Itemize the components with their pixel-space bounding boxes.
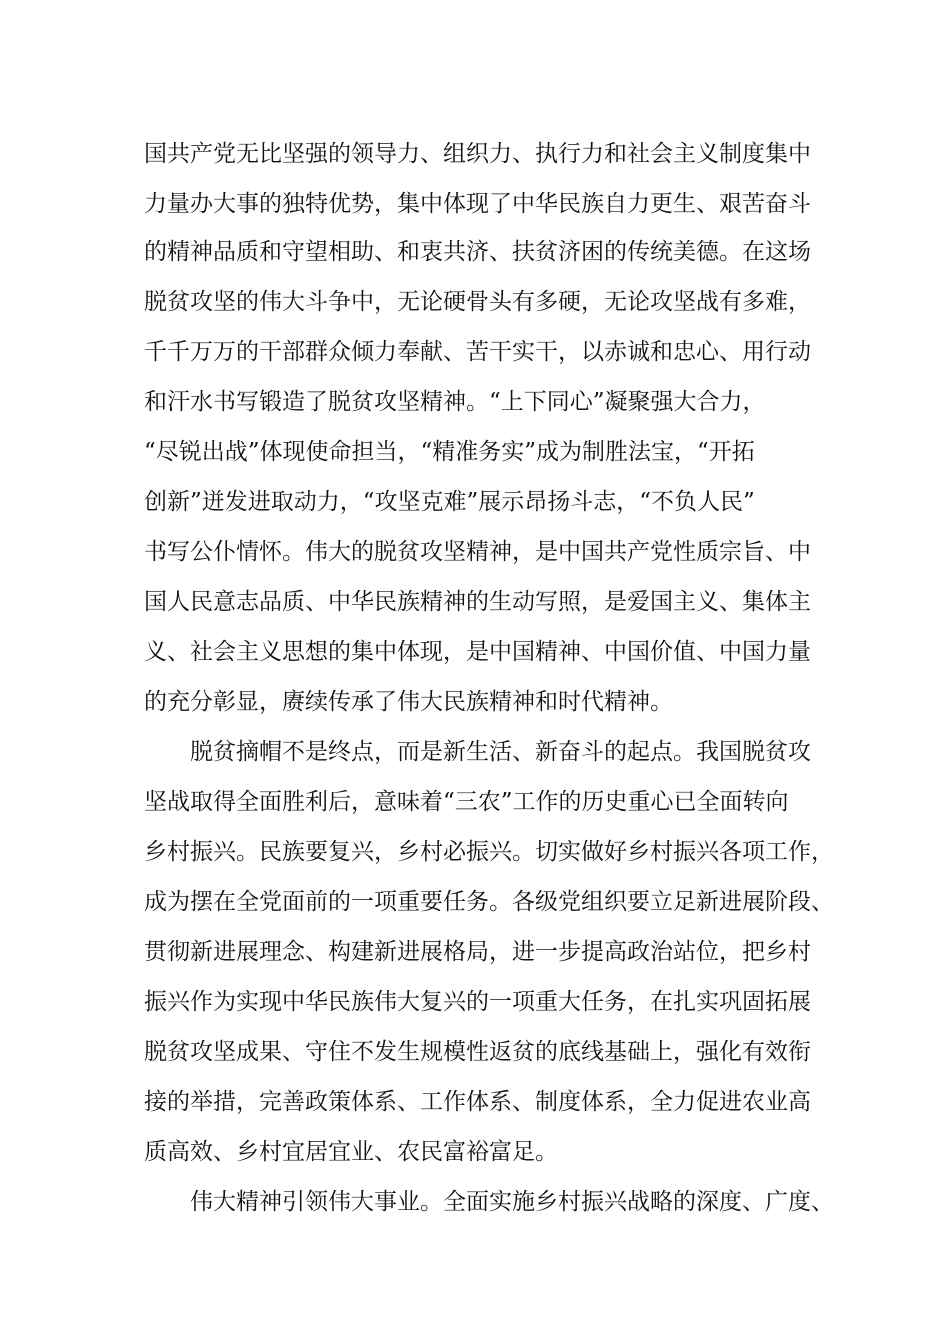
paragraph-start-line: 脱贫摘帽不是终点，而是新生活、新奋斗的起点。我国脱贫攻	[190, 739, 811, 765]
text-line: 接的举措，完善政策体系、工作体系、制度体系，全力促进农业高	[144, 1089, 811, 1115]
text-line: 脱贫攻坚成果、守住不发生规模性返贫的底线基础上，强化有效衔	[144, 1039, 811, 1065]
text-line: 脱贫攻坚的伟大斗争中，无论硬骨头有多硬，无论攻坚战有多难，	[144, 289, 811, 315]
text-line: 坚战取得全面胜利后，意味着“三农”工作的历史重心已全面转向	[144, 789, 789, 815]
text-line: 振兴作为实现中华民族伟大复兴的一项重大任务，在扎实巩固拓展	[144, 989, 811, 1015]
text-line: 力量办大事的独特优势，集中体现了中华民族自力更生、艰苦奋斗	[144, 191, 811, 217]
text-line: 和汗水书写锻造了脱贫攻坚精神。“上下同心”凝聚强大合力，	[144, 389, 766, 415]
text-line: “尽锐出战”体现使命担当，“精准务实”成为制胜法宝，“开拓	[144, 439, 755, 465]
text-line: 千千万万的干部群众倾力奉献、苦干实干，以赤诚和忠心、用行动	[144, 339, 811, 365]
text-line: 书写公仆情怀。伟大的脱贫攻坚精神，是中国共产党性质宗旨、中	[144, 539, 811, 565]
text-line: 国人民意志品质、中华民族精神的生动写照，是爱国主义、集体主	[144, 589, 811, 615]
text-line: 国共产党无比坚强的领导力、组织力、执行力和社会主义制度集中	[144, 141, 811, 167]
text-line: 乡村振兴。民族要复兴，乡村必振兴。切实做好乡村振兴各项工作，	[144, 839, 834, 865]
text-line: 质高效、乡村宜居宜业、农民富裕富足。	[144, 1139, 558, 1165]
text-line: 的充分彰显，赓续传承了伟大民族精神和时代精神。	[144, 689, 673, 715]
text-line: 贯彻新进展理念、构建新进展格局，进一步提高政治站位，把乡村	[144, 939, 811, 965]
text-line: 创新”迸发进取动力，“攻坚克难”展示昂扬斗志，“不负人民”	[144, 489, 755, 515]
text-line: 义、社会主义思想的集中体现，是中国精神、中国价值、中国力量	[144, 639, 811, 665]
text-line: 的精神品质和守望相助、和衷共济、扶贫济困的传统美德。在这场	[144, 239, 811, 265]
paragraph-start-line: 伟大精神引领伟大事业。全面实施乡村振兴战略的深度、广度、	[190, 1189, 834, 1215]
text-line: 成为摆在全党面前的一项重要任务。各级党组织要立足新进展阶段、	[144, 889, 834, 915]
